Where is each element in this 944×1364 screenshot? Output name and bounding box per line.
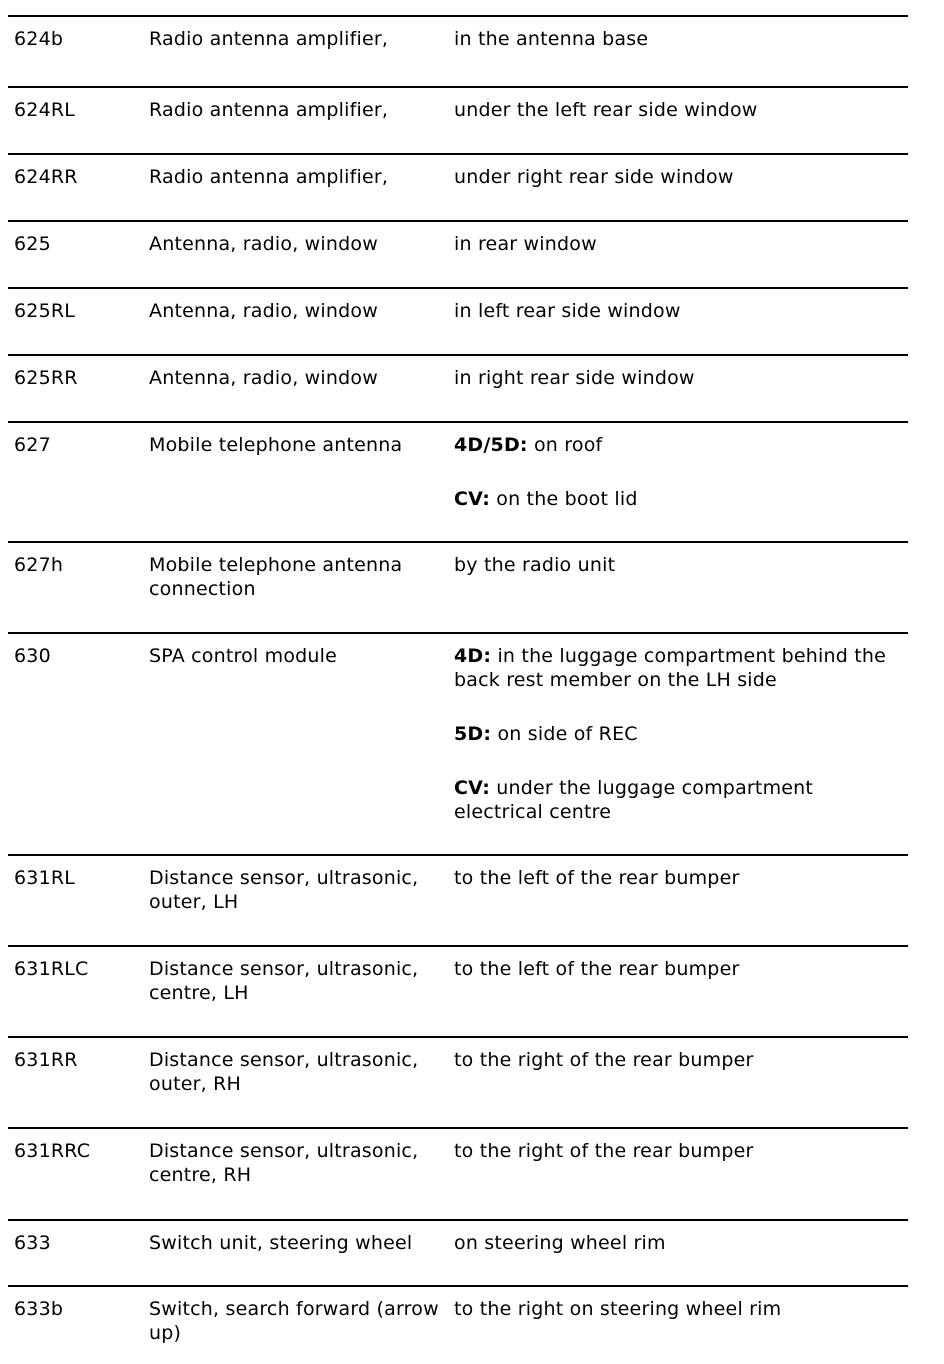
location-paragraph — [454, 433, 908, 457]
component-location — [454, 1139, 908, 1163]
component-code: 625RR — [14, 367, 78, 389]
location-text: to the right of the rear bumper — [454, 1049, 754, 1071]
component-code: 630 — [14, 645, 51, 667]
table-row — [8, 421, 908, 541]
component-location — [454, 553, 908, 577]
table-row — [8, 86, 908, 153]
component-code: 627h — [14, 554, 64, 576]
component-location — [454, 299, 908, 323]
location-text: in left rear side window — [454, 300, 681, 322]
location-text: in the antenna base — [454, 28, 649, 50]
body-variant-prefix: 4D: — [454, 645, 492, 667]
table-row — [8, 354, 908, 421]
component-description: Radio antenna amplifier, — [149, 99, 389, 121]
component-location — [454, 366, 908, 390]
location-text: to the left of the rear bumper — [454, 867, 740, 889]
location-paragraph — [454, 27, 908, 51]
component-location — [454, 165, 908, 189]
location-paragraph — [454, 1297, 908, 1321]
location-text: in rear window — [454, 233, 597, 255]
component-description: Switch, search forward (arrow up) — [149, 1298, 439, 1344]
component-location — [454, 98, 908, 122]
component-location — [454, 433, 908, 511]
table-row — [8, 541, 908, 632]
component-location — [454, 866, 908, 890]
table-row — [8, 632, 908, 854]
location-paragraph — [454, 644, 908, 692]
location-text: under the luggage compartment electrical centre — [454, 777, 814, 823]
location-paragraph — [454, 957, 908, 981]
location-paragraph — [454, 487, 908, 511]
component-location — [454, 1297, 908, 1321]
component-code: 627 — [14, 434, 51, 456]
location-text: under right rear side window — [454, 166, 734, 188]
component-location — [454, 957, 908, 981]
body-variant-prefix: CV: — [454, 488, 490, 510]
component-description: Distance sensor, ultrasonic, outer, RH — [149, 1049, 419, 1095]
component-code: 625 — [14, 233, 51, 255]
component-location — [454, 27, 908, 51]
table-row — [8, 1219, 908, 1285]
component-description: Distance sensor, ultrasonic, outer, LH — [149, 867, 419, 913]
location-paragraph — [454, 866, 908, 890]
location-text: to the right on steering wheel rim — [454, 1298, 782, 1320]
component-code: 631RL — [14, 867, 76, 889]
location-text: on roof — [533, 434, 603, 456]
component-code: 625RL — [14, 300, 76, 322]
component-location-table — [8, 15, 908, 1355]
table-row — [8, 220, 908, 287]
component-description: Antenna, radio, window — [149, 233, 378, 255]
location-paragraph — [454, 299, 908, 323]
table-row — [8, 1036, 908, 1127]
location-paragraph — [454, 553, 908, 577]
component-description: SPA control module — [149, 645, 338, 667]
body-variant-prefix: 5D: — [454, 723, 492, 745]
table-row — [8, 1285, 908, 1355]
component-description: Switch unit, steering wheel — [149, 1232, 413, 1254]
location-paragraph — [454, 722, 908, 746]
component-description: Radio antenna amplifier, — [149, 166, 389, 188]
location-text: by the radio unit — [454, 554, 616, 576]
component-code: 633 — [14, 1232, 51, 1254]
location-paragraph — [454, 165, 908, 189]
table-row — [8, 1127, 908, 1219]
location-paragraph — [454, 1048, 908, 1072]
table-row — [8, 945, 908, 1036]
component-description: Mobile telephone antenna — [149, 434, 403, 456]
component-description: Distance sensor, ultrasonic, centre, LH — [149, 958, 419, 1004]
location-paragraph — [454, 1139, 908, 1163]
table-row — [8, 15, 908, 86]
component-location — [454, 1231, 908, 1255]
location-paragraph — [454, 232, 908, 256]
component-code: 631RR — [14, 1049, 78, 1071]
location-paragraph — [454, 776, 908, 824]
component-description: Distance sensor, ultrasonic, centre, RH — [149, 1140, 419, 1186]
component-description: Antenna, radio, window — [149, 367, 378, 389]
location-paragraph — [454, 98, 908, 122]
location-paragraph — [454, 1231, 908, 1255]
table-row — [8, 854, 908, 945]
component-location — [454, 644, 908, 824]
body-variant-prefix: 4D/5D: — [454, 434, 528, 456]
location-text: to the right of the rear bumper — [454, 1140, 754, 1162]
component-location — [454, 1048, 908, 1072]
component-code: 624b — [14, 28, 64, 50]
table-row — [8, 153, 908, 220]
location-text: on side of REC — [497, 723, 638, 745]
location-text: in right rear side window — [454, 367, 695, 389]
component-description: Radio antenna amplifier, — [149, 28, 389, 50]
component-code: 633b — [14, 1298, 64, 1320]
location-text: on the boot lid — [496, 488, 638, 510]
table-row — [8, 287, 908, 354]
location-text: on steering wheel rim — [454, 1232, 666, 1254]
location-text: to the left of the rear bumper — [454, 958, 740, 980]
component-description: Mobile telephone antenna connection — [149, 554, 403, 600]
component-code: 631RRC — [14, 1140, 91, 1162]
component-code: 631RLC — [14, 958, 89, 980]
component-code: 624RL — [14, 99, 76, 121]
location-text: under the left rear side window — [454, 99, 758, 121]
component-code: 624RR — [14, 166, 78, 188]
component-description: Antenna, radio, window — [149, 300, 378, 322]
body-variant-prefix: CV: — [454, 777, 490, 799]
location-paragraph — [454, 366, 908, 390]
component-location — [454, 232, 908, 256]
location-text: in the luggage compartment behind the back rest member on the LH side — [454, 645, 886, 691]
